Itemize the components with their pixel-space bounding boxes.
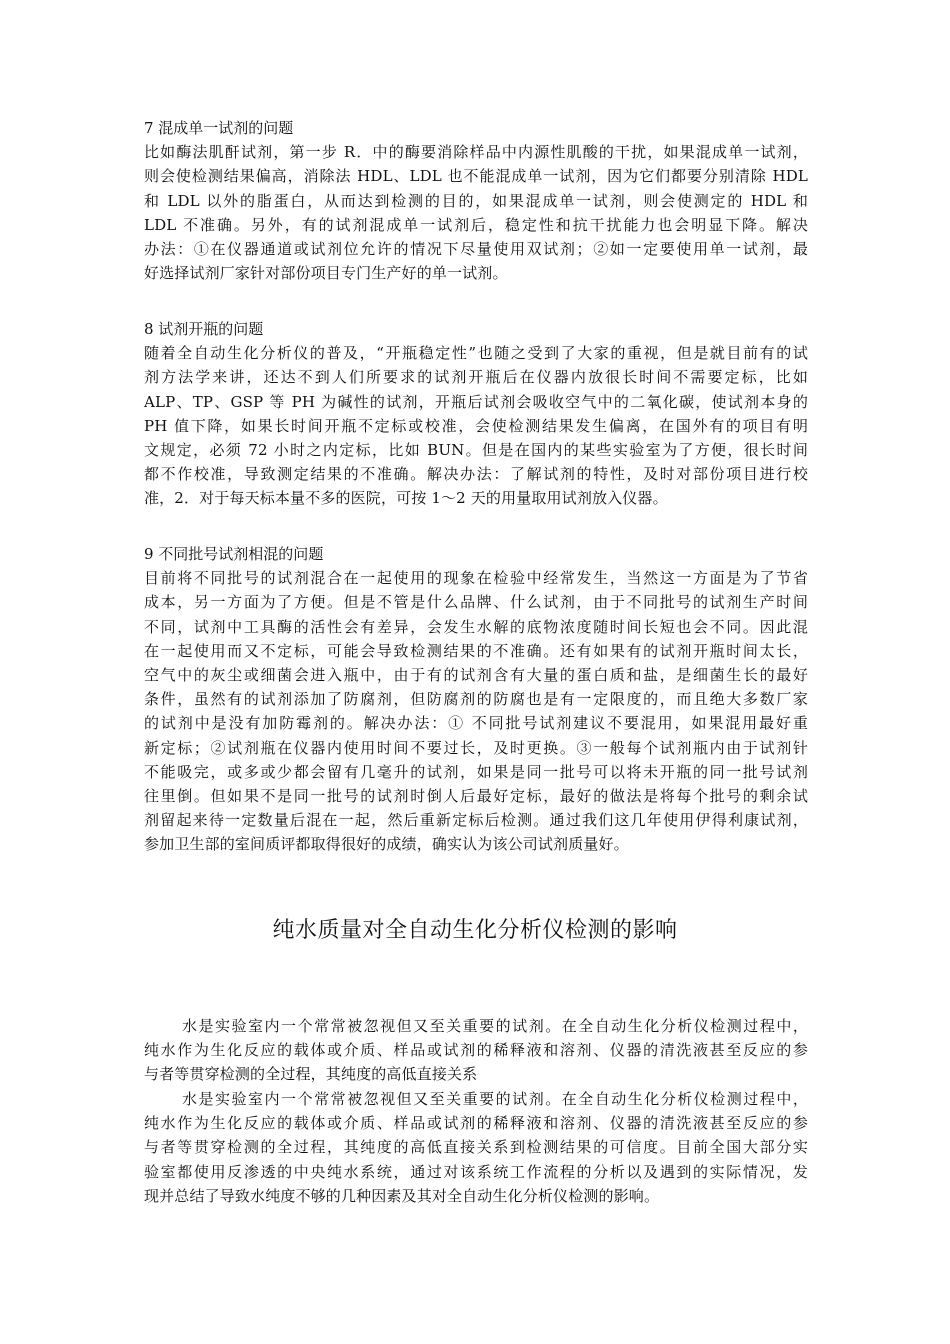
text-line: 和 LDL 以外的脂蛋白，从而达到检测的目的，如果混成单一试剂，则会使测定的 HDL 和	[144, 191, 808, 210]
text-line: 的试剂中是没有加防霉剂的。解决办法：① 不同批号试剂建议不要混用，如果混用最好重	[144, 714, 808, 733]
text-line: 参加卫生部的室间质评都取得很好的成绩，确实认为该公司试剂质量好。	[144, 835, 629, 854]
text-line: 与者等贯穿检测的全过程，其纯度的高低直接关系	[144, 1065, 478, 1084]
text-line: 与者等贯穿检测的全过程，其纯度的高低直接关系到检测结果的可信度。目前全国大部分实	[144, 1138, 808, 1157]
text-line: 文规定，必须 72 小时之内定标，比如 BUN。但是在国内的某些实验室为了方便，很长时间	[144, 440, 808, 459]
text-line: 随着全自动生化分析仪的普及，“开瓶稳定性”也随之受到了大家的重视，但是就目前有的试	[144, 344, 808, 363]
text-line: 不同，试剂中工具酶的活性会有差异，会发生水解的底物浓度随时间长短也会不同。因此混	[144, 617, 808, 636]
text-line: 纯水作为生化反应的载体或介质、样品或试剂的稀释液和溶剂、仪器的清洗液甚至反应的参	[144, 1041, 808, 1060]
text-line: 目前将不同批号的试剂混合在一起使用的现象在检验中经常发生，当然这一方面是为了节省	[144, 569, 808, 588]
text-line: 剂留起来待一定数量后混在一起，然后重新定标后检测。通过我们这几年使用伊得利康试剂，	[144, 811, 808, 830]
text-line: 则会使检测结果偏高，消除法 HDL、LDL 也不能混成单一试剂，因为它们都要分别清除 HDL	[144, 167, 808, 186]
text-line: 往里倒。但如果不是同一批号的试剂时倒人后最好定标，最好的做法是将每个批号的剩余试	[144, 786, 808, 805]
text-line: 不能吸完，或多或少都会留有几毫升的试剂，如果是同一批号可以将未开瓶的同一批号试剂	[144, 762, 808, 781]
text-line: LDL 不准确。另外，有的试剂混成单一试剂后，稳定性和抗干扰能力也会明显下降。解决	[144, 215, 808, 234]
section-9	[144, 542, 808, 856]
text-line: 剂方法学来讲，还达不到人们所要求的试剂开瓶后在仪器内放很长时间不需要定标，比如	[144, 368, 808, 387]
text-line: 好选择试剂厂家针对部份项目专门生产好的单一试剂。	[144, 264, 508, 283]
text-line: 条件，虽然有的试剂添加了防腐剂，但防腐剂的防腐也是有一定限度的，而且绝大多数厂家	[144, 690, 808, 709]
text-line: 在一起使用而又不定标，可能会导致检测结果的不准确。还有如果有的试剂开瓶时间太长，	[144, 641, 808, 660]
section-heading: 7 混成单一试剂的问题	[144, 119, 294, 137]
text-line: 成本，另一方面为了方便。但是不管是什么品牌、什么试剂，由于不同批号的试剂生产时间	[144, 593, 808, 612]
section-heading: 9 不同批号试剂相混的问题	[144, 545, 324, 563]
paragraph-1	[144, 1014, 808, 1087]
text-line: 现并总结了导致水纯度不够的几种因素及其对全自动生化分析仪检测的影响。	[144, 1186, 660, 1205]
section-heading: 8 试剂开瓶的问题	[144, 320, 264, 338]
text-line: 水是实验室内一个常常被忽视但又至关重要的试剂。在全自动生化分析仪检测过程中，	[182, 1017, 808, 1035]
text-line: 都不作校准，导致测定结果的不准确。解决办法：了解试剂的特性，及时对部份项目进行校	[144, 465, 808, 484]
text-line: 准，2．对于每天标本量不多的医院，可按 1～2 天的用量取用试剂放入仪器。	[144, 489, 668, 508]
text-line: 水是实验室内一个常常被忽视但又至关重要的试剂。在全自动生化分析仪检测过程中，	[182, 1090, 808, 1108]
text-line: PH 值下降，如果长时间开瓶不定标或校准，会使检测结果发生偏离，在国外有的项目有明	[144, 416, 808, 435]
document-title: 纯水质量对全自动生化分析仪检测的影响	[272, 918, 678, 943]
text-line: 新定标；②试剂瓶在仪器内使用时间不要过长，及时更换。③一般每个试剂瓶内由于试剂针	[144, 738, 808, 757]
text-line: 办法：①在仪器通道或试剂位允许的情况下尽量使用双试剂；②如一定要使用单一试剂，最	[144, 239, 808, 258]
text-line: 空气中的灰尘或细菌会进入瓶中，由于有的试剂含有大量的蛋白质和盐，是细菌生长的最好	[144, 665, 808, 684]
section-8	[144, 317, 808, 511]
paragraph-2	[144, 1087, 808, 1208]
text-line: ALP、TP、GSP 等 PH 为碱性的试剂，开瓶后试剂会吸收空气中的二氧化碳，使试剂本身的	[144, 392, 808, 411]
text-line: 验室都使用反渗透的中央纯水系统，通过对该系统工作流程的分析以及遇到的实际情况，发	[144, 1162, 808, 1181]
section-7	[144, 116, 808, 285]
text-line: 比如酶法肌酐试剂，第一步 R．中的酶要消除样品中内源性肌酸的干扰，如果混成单一试剂，	[144, 143, 808, 162]
text-line: 纯水作为生化反应的载体或介质、样品或试剂的稀释液和溶剂、仪器的清洗液甚至反应的参	[144, 1114, 808, 1133]
